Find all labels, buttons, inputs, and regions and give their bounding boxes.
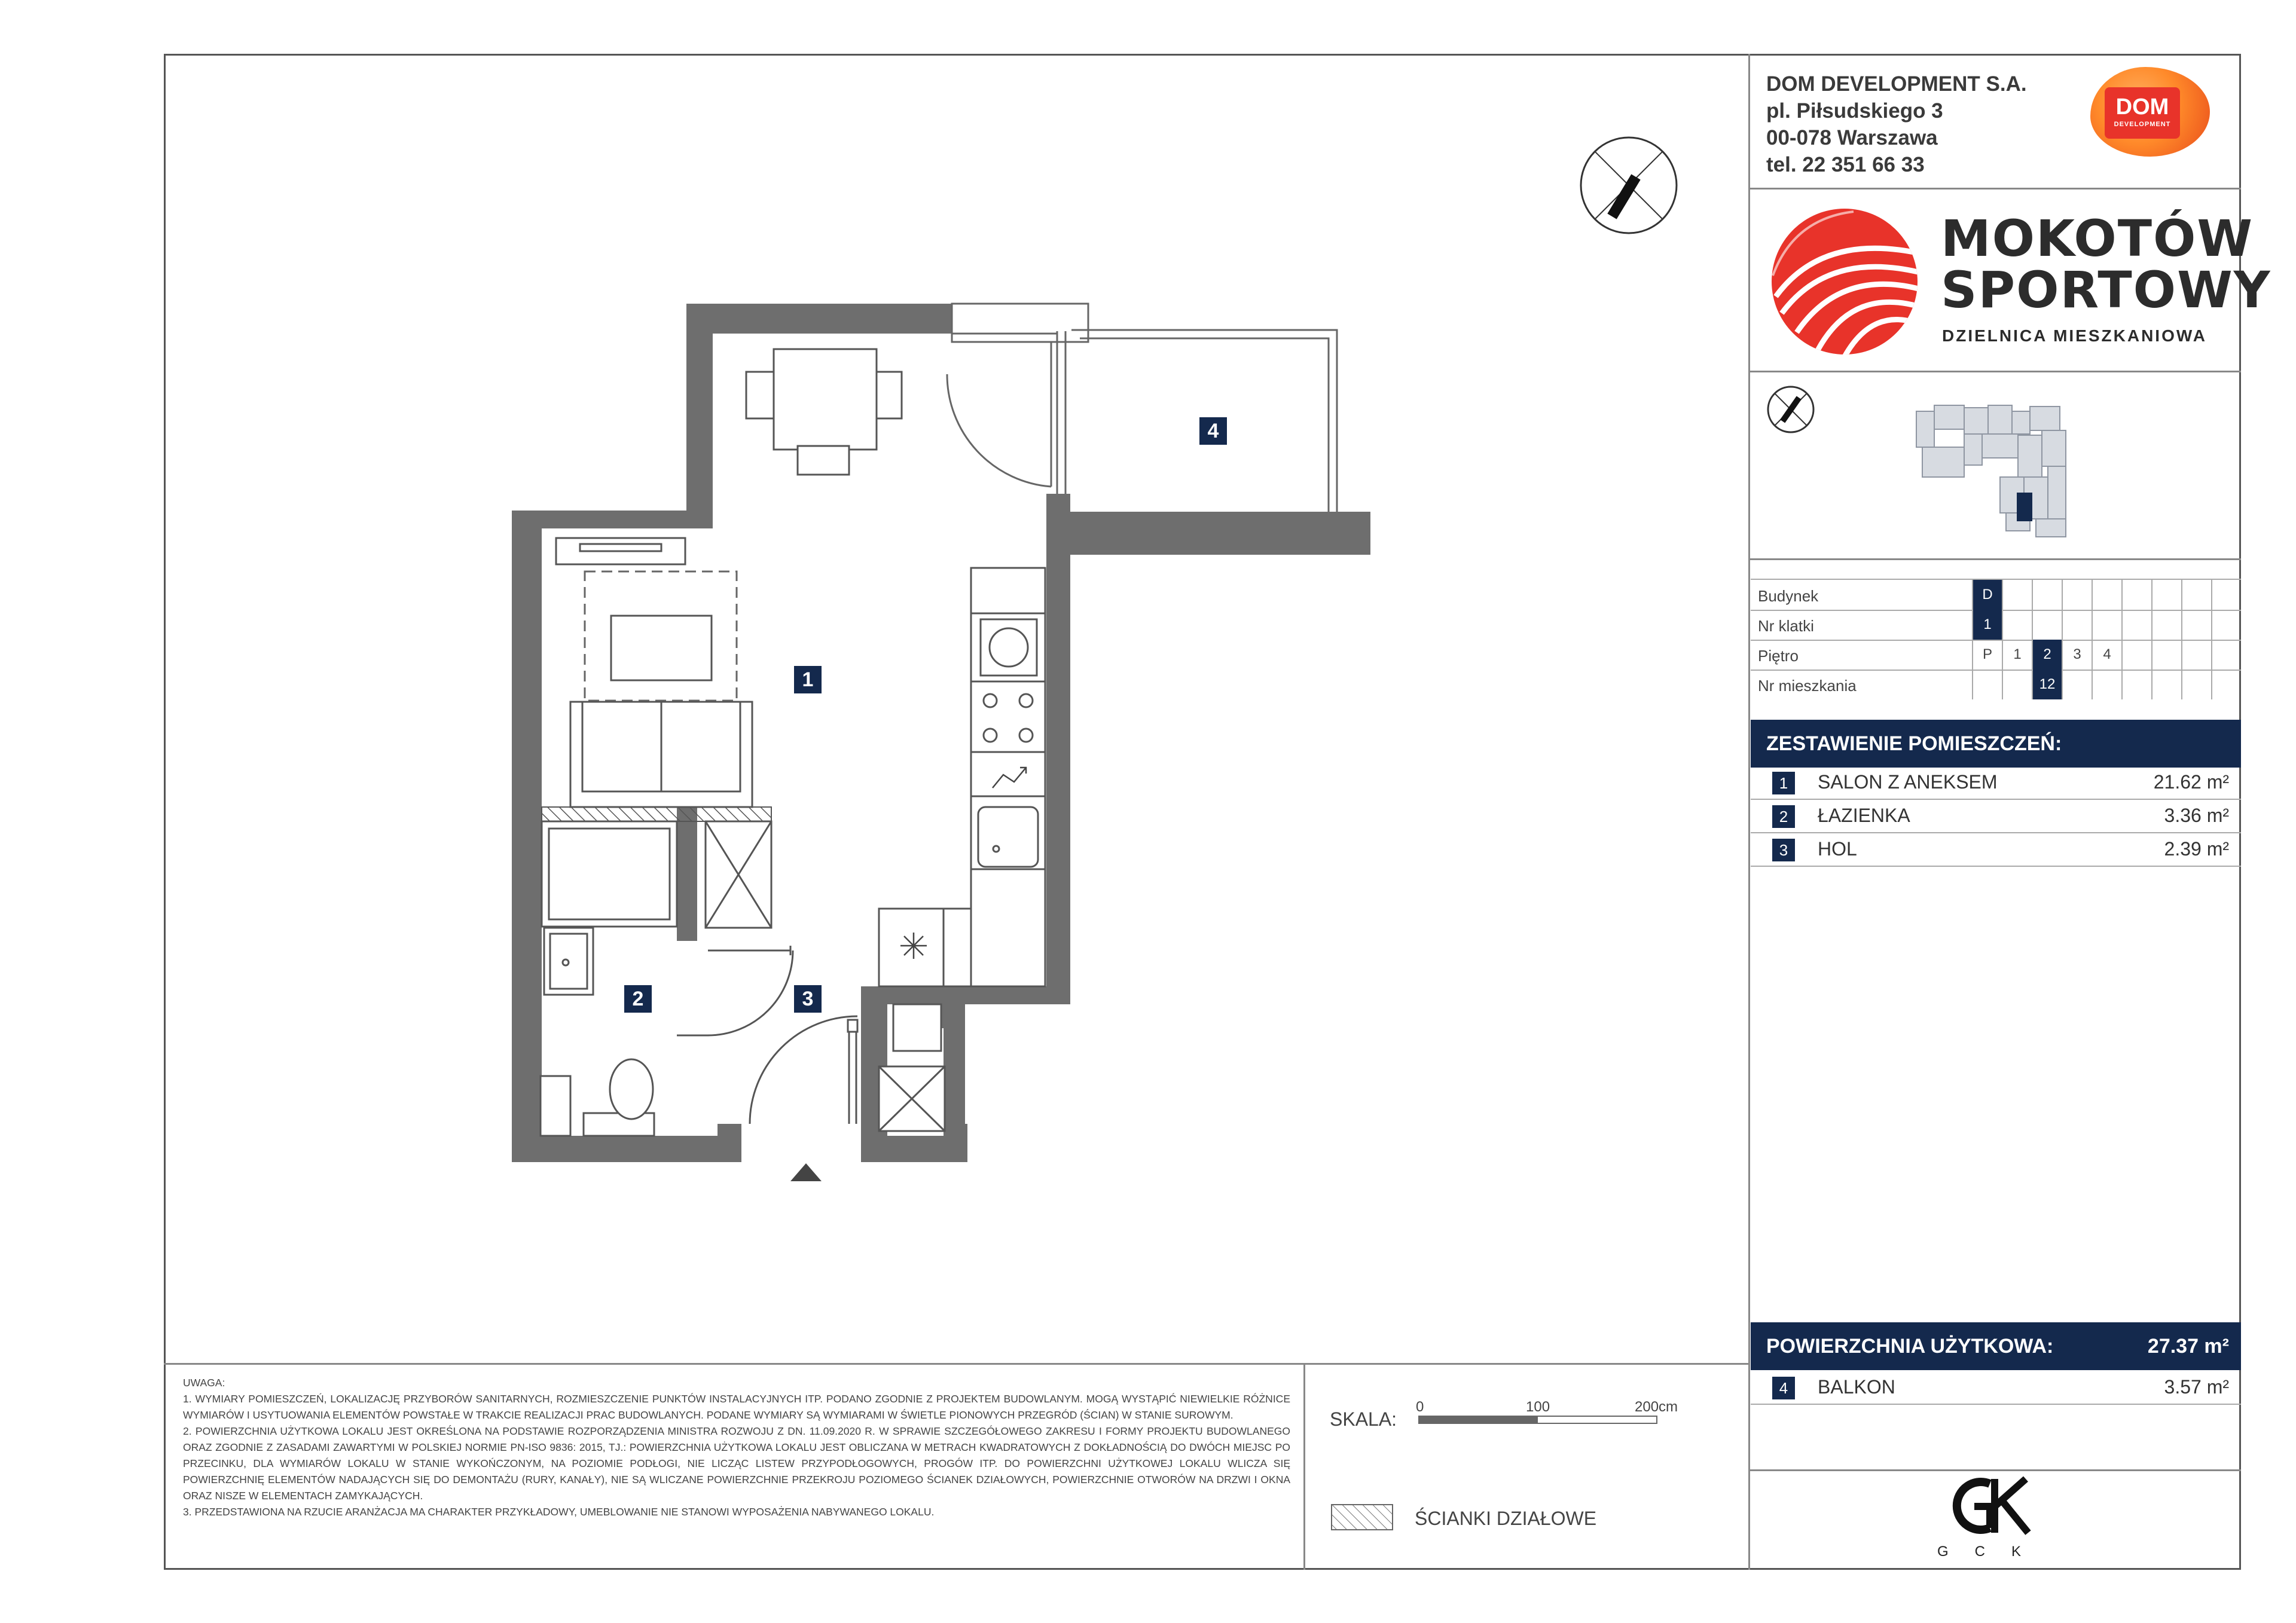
company-address-2: 00-078 Warszawa [1766, 126, 1938, 149]
label-budynek: Budynek [1758, 587, 1819, 605]
scale-bar [1418, 1416, 1657, 1424]
room-number: 1 [1772, 772, 1795, 794]
mokotow-logo-icon [1770, 207, 1925, 356]
room-area: 21.62 m² [2153, 771, 2229, 793]
company-phone: tel. 22 351 66 33 [1766, 153, 1925, 176]
plan-room-number-3: 3 [794, 985, 822, 1013]
cell [2062, 580, 2092, 610]
panel-line [1748, 188, 2241, 189]
cell-budynek: D [1972, 580, 2002, 610]
cell [2002, 610, 2032, 640]
balcony-number: 4 [1772, 1377, 1795, 1399]
room-name: HOL [1818, 838, 1857, 860]
dom-development-logo [2090, 67, 2210, 157]
project-title-line-2: SPORTOWY [1941, 261, 2271, 319]
partition-hatch-icon [1331, 1504, 1393, 1530]
cell [2181, 670, 2211, 699]
compass-small-icon [1764, 383, 1818, 436]
cell [2092, 580, 2121, 610]
panel-line [1748, 558, 2241, 560]
cell [2062, 670, 2092, 699]
cell-klatka: 1 [1972, 610, 2002, 640]
dom-logo-text: DOM [2115, 94, 2169, 120]
label-pietro: Piętro [1758, 647, 1799, 665]
room-number: 2 [1772, 805, 1795, 828]
project-title-line-1: MOKOTÓW [1941, 209, 2254, 268]
total-area-banner [1751, 1322, 2241, 1370]
plan-room-number-2: 2 [624, 985, 652, 1013]
info-grid [1972, 580, 2241, 699]
legend-label: ŚCIANKI DZIAŁOWE [1415, 1508, 1597, 1529]
cell [1972, 670, 2002, 699]
balcony-name: BALKON [1818, 1376, 1895, 1398]
dom-logo-subtext: DEVELOPMENT [2114, 121, 2171, 128]
scale-bar-fill [1419, 1417, 1538, 1423]
compass-north-icon [1576, 133, 1681, 238]
cell [2211, 610, 2241, 640]
cell-floor-1: 1 [2002, 640, 2032, 670]
cell [2121, 580, 2151, 610]
project-subtitle: DZIELNICA MIESZKANIOWA [1942, 326, 2207, 345]
cell [2032, 580, 2062, 610]
cell-floor-4: 4 [2092, 640, 2121, 670]
room-name: SALON Z ANEKSEM [1818, 771, 1998, 793]
company-name: DOM DEVELOPMENT S.A. [1766, 72, 2027, 96]
notes-top-line [164, 1363, 1748, 1365]
plan-room-number-1: 1 [794, 666, 822, 693]
notes-title: UWAGA: [183, 1377, 225, 1389]
room-row [1751, 799, 2241, 833]
scale-tick: 0 [1416, 1399, 1424, 1415]
cell [2002, 580, 2032, 610]
cell [2002, 670, 2032, 699]
room-row [1751, 765, 2241, 800]
cell [2181, 610, 2211, 640]
note-item: 1. WYMIARY POMIESZCZEŃ, LOKALIZACJĘ PRZYBORÓW SANITARNYCH, ROZMIESZCZENIE PUNKTÓW INSTALACYJNYCH ITP. PODANO ZGODNIE Z PROJEKTEM BUDOWLANYM. MOGĄ WYSTĄPIĆ NIEWIELKIE RÓŻNICE WYMIARÓW I USYTUOWANIA ELEMENTÓW POWSTAŁE W TRAKCIE REALIZACJI PRAC BUDOWLANYCH. PODANE WYMIARY SĄ WYMIARAMI W ŚWIETLE PIONOWYCH PRZEGRÓD (ŚCIAN) W STANIE SUROWYM. [183, 1393, 1290, 1421]
panel-divider [1748, 54, 1750, 1570]
cell [2151, 580, 2181, 610]
note-item: 2. POWIERZCHNIA UŻYTKOWA LOKALU JEST OKREŚLONA NA PODSTAWIE ROZPORZĄDZENIA MINISTRA ROZWOJU Z DN. 11.09.2020 R. W SPRAWIE SZCZEGÓŁOWEGO ZAKRESU I FORMY PROJEKTU BUDOWLANEGO ORAZ ZGODNIE Z ZASADAMI ZAWARTYMI W POLSKIEJ NORMIE PN-ISO 9836: 2015, TJ.: POWIERZCHNIA UŻYTKOWA LOKALU JEST OBLICZANA W METRACH KWADRATOWYCH Z DOKŁADNOŚCIĄ DO DWÓCH MIEJSC PO PRZECINKU, DLA WYMIARÓW LOKALU W STANIE WYKOŃCZONYM, NA POZIOMIE PODŁOGI, NIE LICZĄC LISTEW PRZYPODŁOGOWYCH, PROGÓW ITP. DO POWIERZCHNI UŻYTKOWEJ LOKALU WLICZA SIĘ POWIERZCHNIĘ ELEMENTÓW NADAJĄCYCH SIĘ DO DEMONTAŻU (RURY, KANAŁY), NIE SĄ WLICZANE POWIERZCHNIE PRZEKROJU POZIOMEGO ŚCIANEK DZIAŁOWYCH, POWIERZCHNIE OTWORÓW NA DRZWI I OKNA ORAZ NISZE W ELEMENTACH ZAMYKAJĄCYCH. [183, 1425, 1290, 1502]
note-item: 3. PRZEDSTAWIONA NA RZUCIE ARANŻACJA MA CHARAKTER PRZYKŁADOWY, UMEBLOWANIE NIE STANOWI WYPOSAŻENIA NABYWANEGO LOKALU. [183, 1506, 935, 1518]
room-number: 3 [1772, 839, 1795, 861]
balcony-area: 3.57 m² [2164, 1376, 2229, 1398]
cell [2211, 640, 2241, 670]
cell [2211, 580, 2241, 610]
cell [2151, 610, 2181, 640]
panel-line [1748, 1469, 2241, 1471]
company-address-1: pl. Piłsudskiego 3 [1766, 99, 1943, 123]
notes-divider [1303, 1363, 1305, 1570]
rooms-header: ZESTAWIENIE POMIESZCZEŃ: [1751, 720, 2241, 768]
plan-room-number-4: 4 [1199, 417, 1227, 445]
cell [2181, 640, 2211, 670]
room-row [1751, 832, 2241, 867]
panel-line [1748, 371, 2241, 372]
cell [2121, 640, 2151, 670]
scale-tick: 100 [1526, 1399, 1550, 1415]
cell [2211, 670, 2241, 699]
cell [2092, 670, 2121, 699]
label-mieszkanie: Nr mieszkania [1758, 677, 1857, 695]
key-plan [1910, 399, 2084, 549]
cell-floor-2: 2 [2032, 640, 2062, 670]
room-area: 2.39 m² [2164, 838, 2229, 860]
cell [2151, 640, 2181, 670]
dom-logo-box [2105, 87, 2180, 139]
room-area: 3.36 m² [2164, 805, 2229, 826]
cell-floor-p: P [1972, 640, 2002, 670]
cell [2032, 610, 2062, 640]
label-klatka: Nr klatki [1758, 617, 1814, 635]
gck-letters: GCK [1937, 1543, 2048, 1560]
cell [2092, 610, 2121, 640]
scale-tick: 200cm [1635, 1399, 1678, 1415]
cell [2151, 670, 2181, 699]
cell [2181, 580, 2211, 610]
cell [2121, 610, 2151, 640]
cell [2062, 610, 2092, 640]
gck-logo-icon [1944, 1473, 2040, 1539]
total-area-label: POWIERZCHNIA UŻYTKOWA: [1766, 1335, 2054, 1358]
company-info [1766, 71, 2027, 178]
cell-floor-3: 3 [2062, 640, 2092, 670]
floor-plan [502, 287, 1387, 1196]
room-name: ŁAZIENKA [1818, 805, 1910, 826]
cell-mieszkanie: 12 [2032, 670, 2062, 699]
scale-label: SKALA: [1330, 1408, 1397, 1430]
balcony-row [1751, 1370, 2241, 1405]
notes [183, 1375, 1290, 1520]
project-title [1941, 209, 2271, 319]
cell [2121, 670, 2151, 699]
total-area-value: 27.37 m² [2147, 1335, 2229, 1358]
